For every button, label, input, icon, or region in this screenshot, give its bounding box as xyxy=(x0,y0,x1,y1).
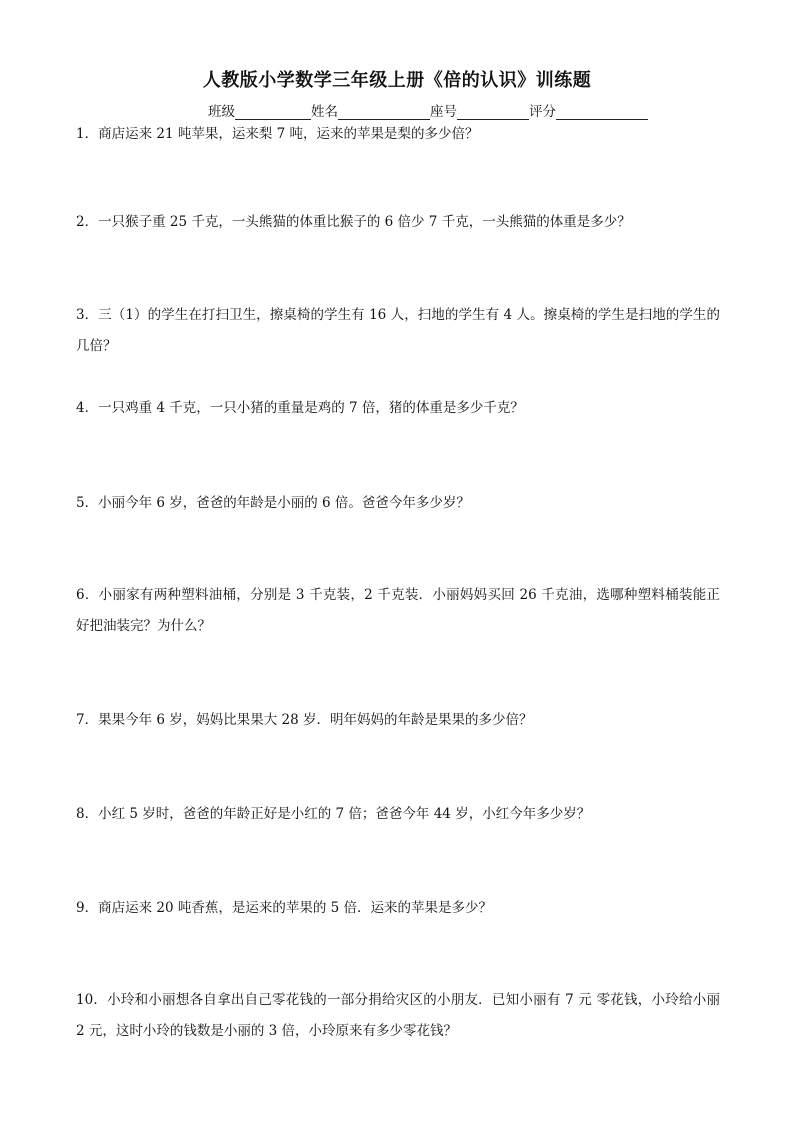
question-4: 4．一只鸡重 4 千克，一只小猪的重量是鸡的 7 倍，猪的体重是多少千克？ xyxy=(76,400,524,416)
seat-number-label: 座号 xyxy=(430,104,457,120)
score-blank[interactable] xyxy=(556,102,648,120)
worksheet-title: 人教版小学数学三年级上册《倍的认识》训练题 xyxy=(202,70,592,91)
question-6: 6．小丽家有两种塑料油桶，分别是 3 千克装，2 千克装．小丽妈妈买回 26 千克油，选哪种塑料桶装能正好把油装完？为什么？ xyxy=(76,587,720,634)
question-3: 3．三（1）的学生在打扫卫生，擦桌椅的学生有 16 人，扫地的学生有 4 人。擦桌椅的学生是扫地的学生的几倍？ xyxy=(76,307,720,354)
question-5: 5．小丽今年 6 岁，爸爸的年龄是小丽的 6 倍。爸爸今年多少岁？ xyxy=(76,495,470,511)
seat-number-blank[interactable] xyxy=(457,102,529,120)
name-blank[interactable] xyxy=(338,102,430,120)
question-7: 7．果果今年 6 岁，妈妈比果果大 28 岁．明年妈妈的年龄是果果的多少倍？ xyxy=(76,712,533,728)
name-label: 姓名 xyxy=(311,104,338,120)
class-label: 班级 xyxy=(208,104,235,120)
class-blank[interactable] xyxy=(235,102,311,120)
score-label: 评分 xyxy=(529,104,556,120)
question-2: 2．一只猴子重 25 千克，一头熊猫的体重比猴子的 6 倍少 7 千克，一头熊猫的体重是多少？ xyxy=(76,214,631,230)
question-1: 1．商店运来 21 吨苹果，运来梨 7 吨，运来的苹果是梨的多少倍？ xyxy=(76,126,479,142)
question-8: 8．小红 5 岁时，爸爸的年龄正好是小红的 7 倍；爸爸今年 44 岁，小红今年多少岁？ xyxy=(76,806,591,822)
question-10: 10．小玲和小丽想各自拿出自己零花钱的一部分捐给灾区的小朋友．已知小丽有 7 元 零花钱，小玲给小丽 2 元，这时小玲的钱数是小丽的 3 倍，小玲原来有多少零花钱？ xyxy=(76,992,720,1039)
question-9: 9．商店运来 20 吨香蕉，是运来的苹果的 5 倍．运来的苹果是多少？ xyxy=(76,900,493,916)
